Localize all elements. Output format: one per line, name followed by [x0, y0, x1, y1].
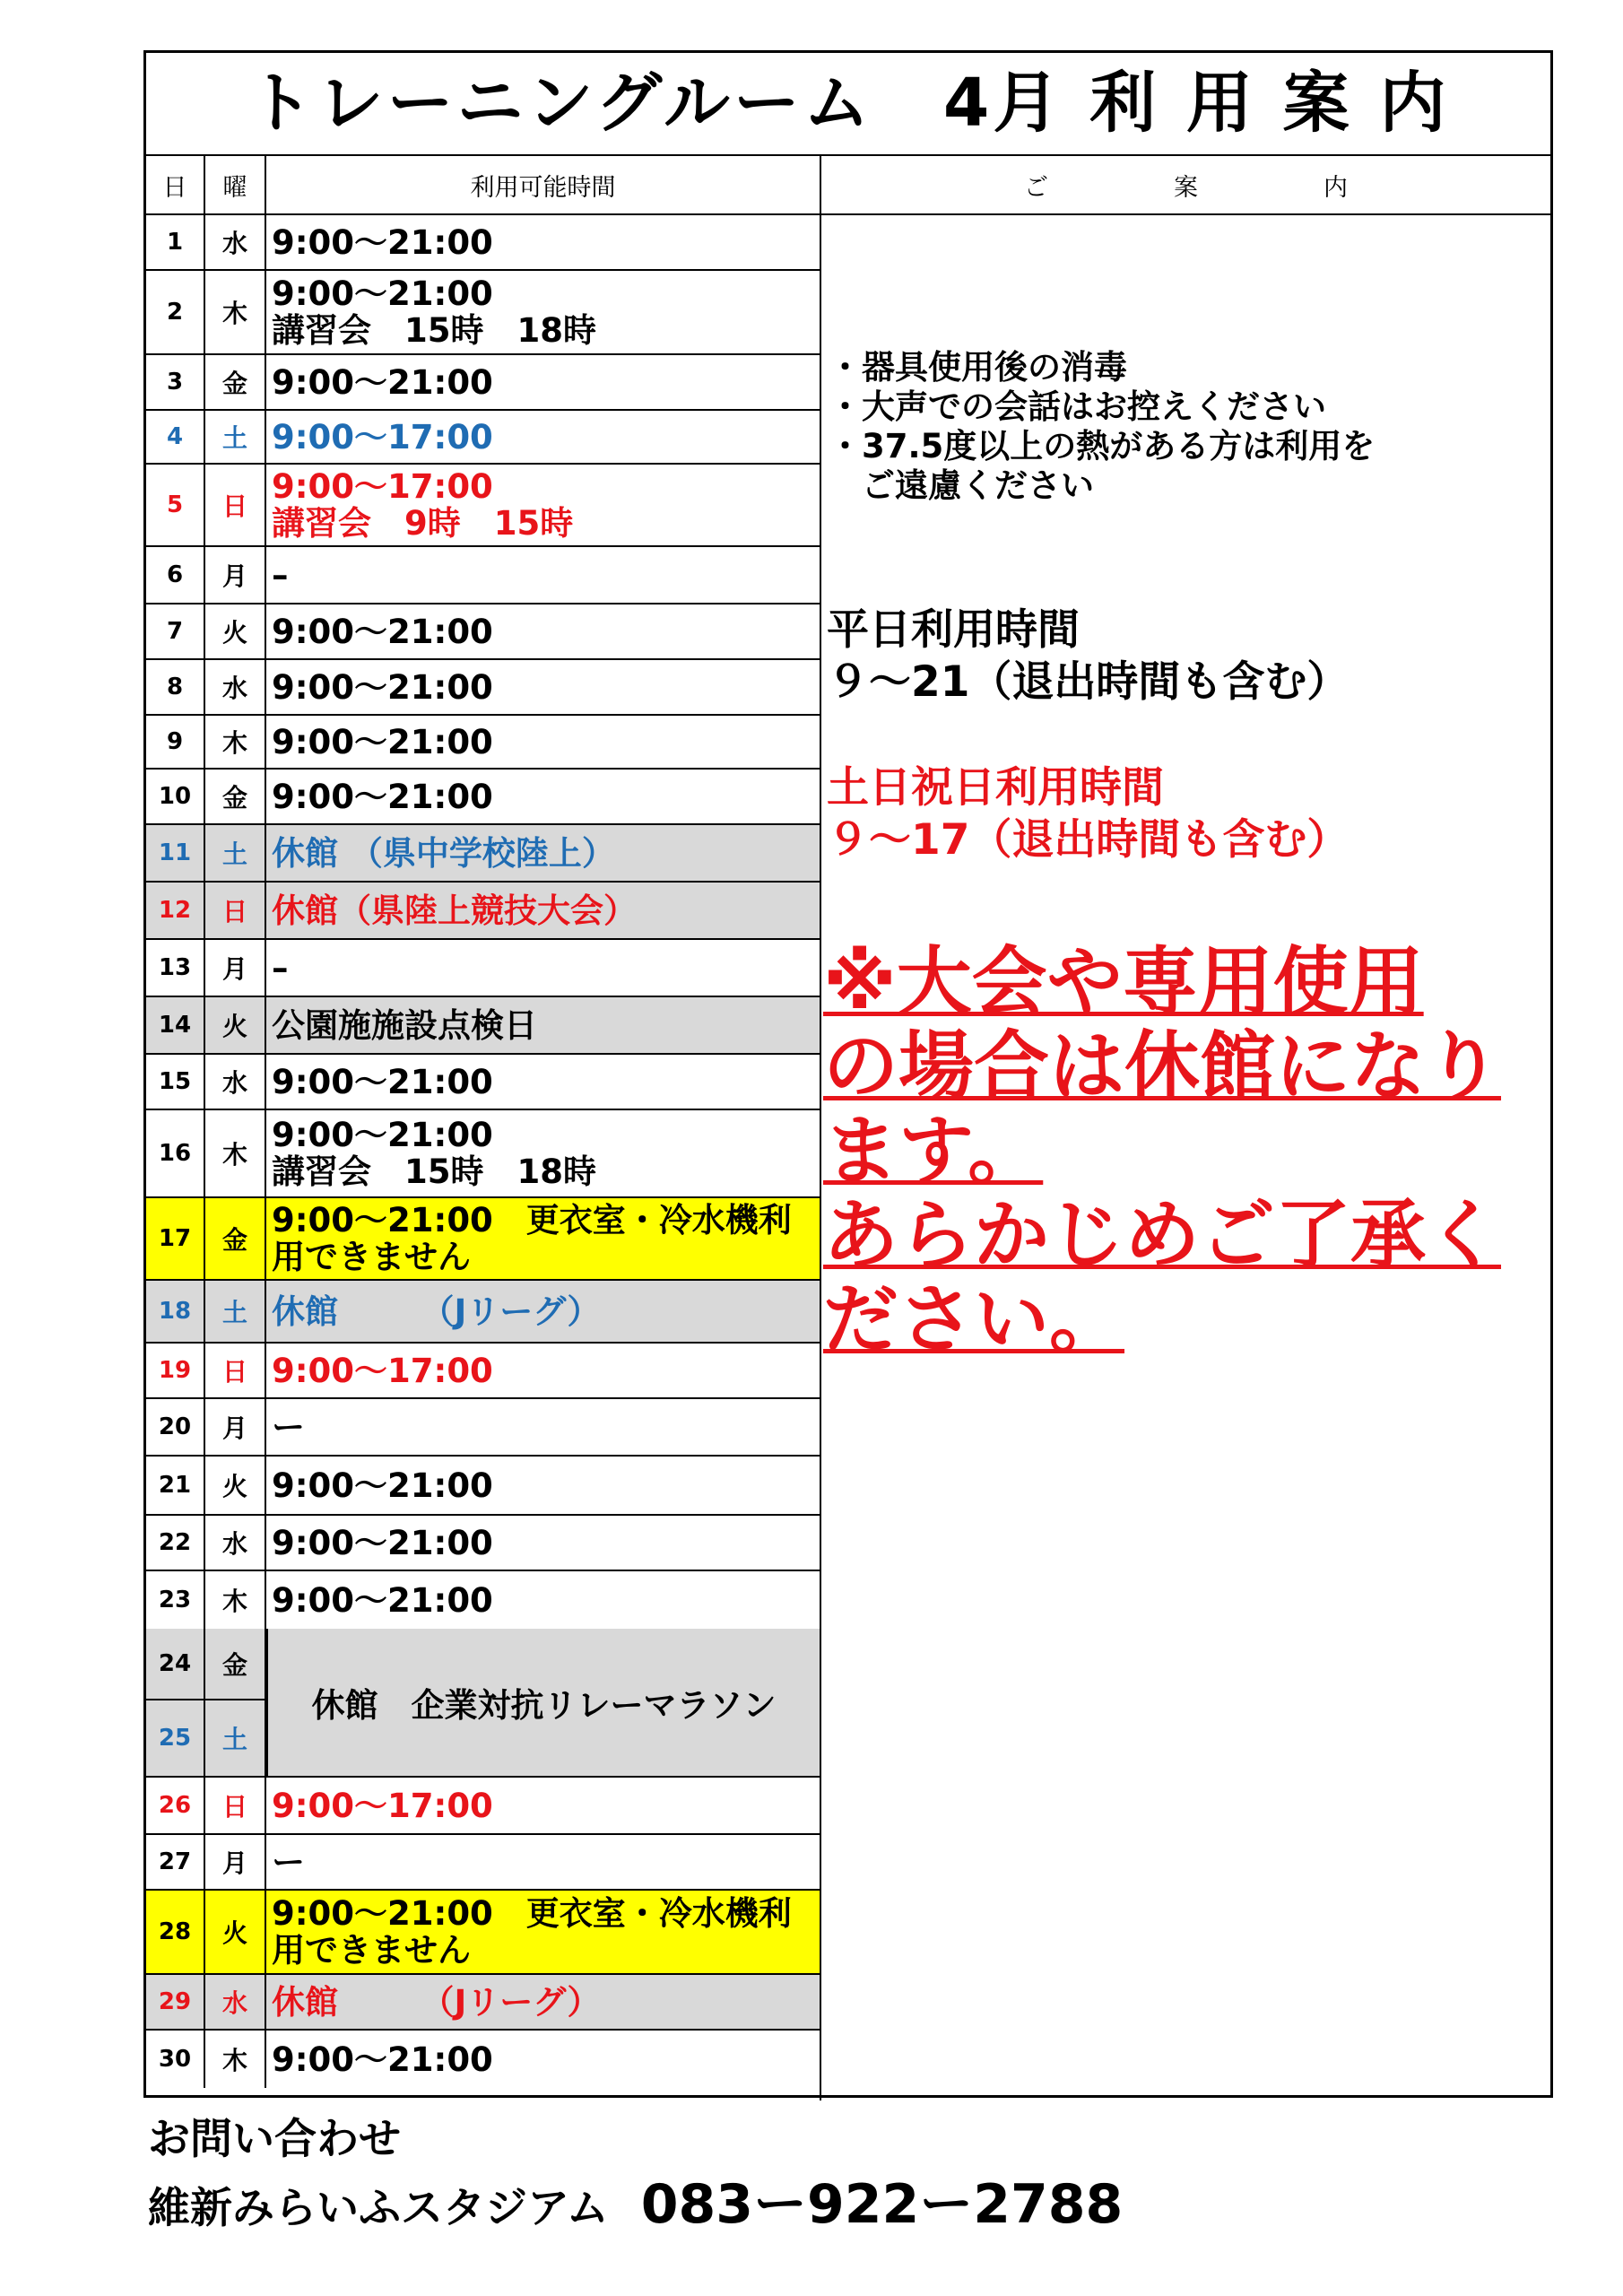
hours-cell: 9:00～21:00 [272, 667, 493, 707]
hours-cell: 9:00～21:00 [272, 1062, 493, 1101]
hours-cell: 9:00～21:00 [272, 1523, 493, 1562]
table-row [146, 1891, 820, 1975]
day-cell: 23 [146, 1571, 205, 1629]
weekday-cell: 日 [205, 465, 266, 545]
table-row [146, 997, 820, 1055]
hours-cell: 休館 （Jリーグ） [266, 1975, 820, 2029]
table-row [146, 1457, 820, 1516]
schedule-sheet [143, 50, 1553, 2098]
weekday-cell: 金 [205, 1198, 266, 1279]
hours-cell: 9:00～21:00 更衣室・冷水機利用できません [266, 1198, 820, 1279]
hours-cell: 休館 （県中学校陸上） [266, 825, 820, 881]
table-row [146, 716, 820, 770]
closure-warning: ※大会や専用使用 の場合は休館になり ます。 あらかじめご了承く ださい。 [823, 938, 1502, 1363]
day-cell: 13 [146, 940, 205, 996]
contact-label: お問い合わせ [148, 2115, 401, 2164]
day-cell: 12 [146, 883, 205, 938]
weekday-cell: 月 [205, 1835, 266, 1889]
weekday-cell: 日 [205, 1778, 266, 1833]
weekday-cell: 水 [205, 215, 266, 269]
day-cell: 7 [146, 604, 205, 658]
weekday-cell: 木 [205, 1571, 266, 1629]
table-row [146, 1344, 820, 1399]
weekday-cell: 水 [205, 1975, 266, 2029]
page-title: トレーニングルーム 4月 利 用 案 内 [146, 53, 1550, 156]
weekday-cell: 月 [205, 547, 266, 603]
hours-cell: 9:00～17:00 [272, 417, 493, 457]
hours-cell: 公園施施設点検日 [266, 997, 820, 1053]
table-row [146, 1110, 820, 1198]
day-cell: 16 [146, 1110, 205, 1196]
usage-notes [829, 348, 1375, 506]
header-hours: 利用可能時間 [470, 173, 616, 202]
weekday-cell: 水 [205, 1516, 266, 1570]
weekday-cell: 土 [205, 1281, 266, 1342]
day-cell: 17 [146, 1198, 205, 1279]
day-cell: 27 [146, 1835, 205, 1889]
table-row [146, 355, 820, 411]
hours-cell: 9:00～17:00 [272, 1786, 493, 1825]
weekday-cell: 木 [205, 271, 266, 353]
table-row [146, 411, 820, 465]
table-row [146, 604, 820, 660]
phone-number: 083ー922ー2788 [640, 2173, 1124, 2236]
weekday-cell: 金 [205, 355, 266, 409]
day-cell: 22 [146, 1516, 205, 1570]
day-cell: 5 [146, 465, 205, 545]
day-cell: 2 [146, 271, 205, 353]
hours-cell: 9:00～21:00 [272, 222, 493, 262]
table-row [146, 660, 820, 716]
hours-cell: – [272, 555, 289, 595]
schedule-table [146, 156, 821, 2100]
day-cell: 8 [146, 660, 205, 714]
hours-cell: ー [272, 1842, 305, 1882]
guide-column [821, 156, 1550, 2100]
table-row [146, 1778, 820, 1835]
note-item: ・大声での会話はお控えください [829, 387, 1326, 426]
note-item: ・37.5度以上の熱がある方は利用を [829, 427, 1376, 465]
table-row [146, 271, 820, 355]
hours-cell: 9:00～21:00 講習会 15時 18時 [272, 274, 596, 350]
weekday-cell: 水 [205, 1055, 266, 1109]
hours-cell: 9:00～17:00 講習会 9時 15時 [272, 467, 574, 543]
guide-header: ご 案 内 [821, 156, 1550, 215]
hours-cell: 9:00～21:00 更衣室・冷水機利用できません [266, 1891, 820, 1973]
weekday-cell: 土 [205, 825, 266, 881]
note-item: ・器具使用後の消毒 [829, 348, 1127, 387]
weekday-cell: 日 [205, 883, 266, 938]
hours-cell: 9:00～21:00 講習会 15時 18時 [272, 1116, 596, 1191]
hours-cell: 9:00～17:00 [272, 1351, 493, 1390]
day-cell: 9 [146, 716, 205, 768]
weekday-cell: 月 [205, 1399, 266, 1455]
table-row [146, 1975, 820, 2031]
weekday-cell: 木 [205, 716, 266, 768]
weekday-cell: 日 [205, 1344, 266, 1397]
hours-cell: 9:00～21:00 [272, 612, 493, 651]
table-row [146, 1198, 820, 1281]
table-row [146, 547, 820, 604]
weekend-hours: 土日祝日利用時間 ９～17（退出時間も含む） [827, 763, 1350, 865]
weekday-cell: 水 [205, 660, 266, 714]
weekday-cell: 火 [205, 997, 266, 1053]
header-weekday: 曜 [205, 156, 266, 213]
weekday-cell: 火 [205, 1891, 266, 1973]
day-cell: 28 [146, 1891, 205, 1973]
hours-cell: 9:00～21:00 [272, 1465, 493, 1505]
hours-cell: – [272, 948, 289, 987]
table-row [146, 1399, 820, 1457]
table-row [146, 940, 820, 997]
day-cell: 20 [146, 1399, 205, 1455]
table-row [146, 1281, 820, 1344]
day-cell: 29 [146, 1975, 205, 2029]
day-cell: 26 [146, 1778, 205, 1833]
weekday-cell: 火 [205, 1457, 266, 1514]
weekday-cell: 土 [205, 411, 266, 463]
day-cell: 21 [146, 1457, 205, 1514]
hours-cell: 9:00～21:00 [272, 777, 493, 816]
day-cell: 3 [146, 355, 205, 409]
hours-cell: 9:00～21:00 [272, 1580, 493, 1620]
header-day: 日 [146, 156, 205, 213]
weekday-cell: 木 [205, 2031, 266, 2088]
day-cell: 15 [146, 1055, 205, 1109]
weekday-cell: 火 [205, 604, 266, 658]
table-row [146, 1516, 820, 1571]
day-cell: 10 [146, 770, 205, 823]
table-row [146, 215, 820, 271]
weekday-hours: 平日利用時間 ９～21（退出時間も含む） [827, 605, 1350, 707]
day-cell: 19 [146, 1344, 205, 1397]
hours-cell: 休館 （Jリーグ） [266, 1281, 820, 1342]
weekday-cell: 金 [205, 770, 266, 823]
day-cell: 1 [146, 215, 205, 269]
day-cell: 24 [146, 1629, 205, 1699]
table-header [146, 156, 820, 215]
contact-footer [148, 2108, 1123, 2241]
day-cell: 25 [146, 1700, 205, 1776]
weekday-cell: 土 [205, 1700, 266, 1776]
hours-cell: 9:00～21:00 [272, 362, 493, 402]
day-cell: 11 [146, 825, 205, 881]
organization-name: 維新みらいふスタジアム [148, 2184, 609, 2233]
hours-cell: 休館（県陸上競技大会） [266, 883, 820, 938]
weekday-cell: 木 [205, 1110, 266, 1196]
day-cell: 18 [146, 1281, 205, 1342]
weekday-cell: 金 [205, 1629, 266, 1699]
merged-row-24-25 [146, 1629, 820, 1778]
table-row [146, 883, 820, 940]
day-cell: 14 [146, 997, 205, 1053]
hours-cell: ー [272, 1407, 305, 1447]
table-row [146, 1835, 820, 1891]
hours-cell: 9:00～21:00 [272, 722, 493, 761]
day-cell: 30 [146, 2031, 205, 2088]
day-cell: 6 [146, 547, 205, 603]
table-row [146, 1055, 820, 1110]
hours-cell: 9:00～21:00 [272, 2039, 493, 2079]
table-row [146, 465, 820, 547]
note-item: ご遠慮ください [829, 466, 1094, 505]
merged-hours-cell: 休館 企業対抗リレーマラソン [266, 1629, 820, 1776]
weekday-cell: 月 [205, 940, 266, 996]
day-cell: 4 [146, 411, 205, 463]
table-row [146, 1571, 820, 1629]
table-row [146, 2031, 820, 2088]
table-row [146, 770, 820, 825]
table-row [146, 825, 820, 883]
